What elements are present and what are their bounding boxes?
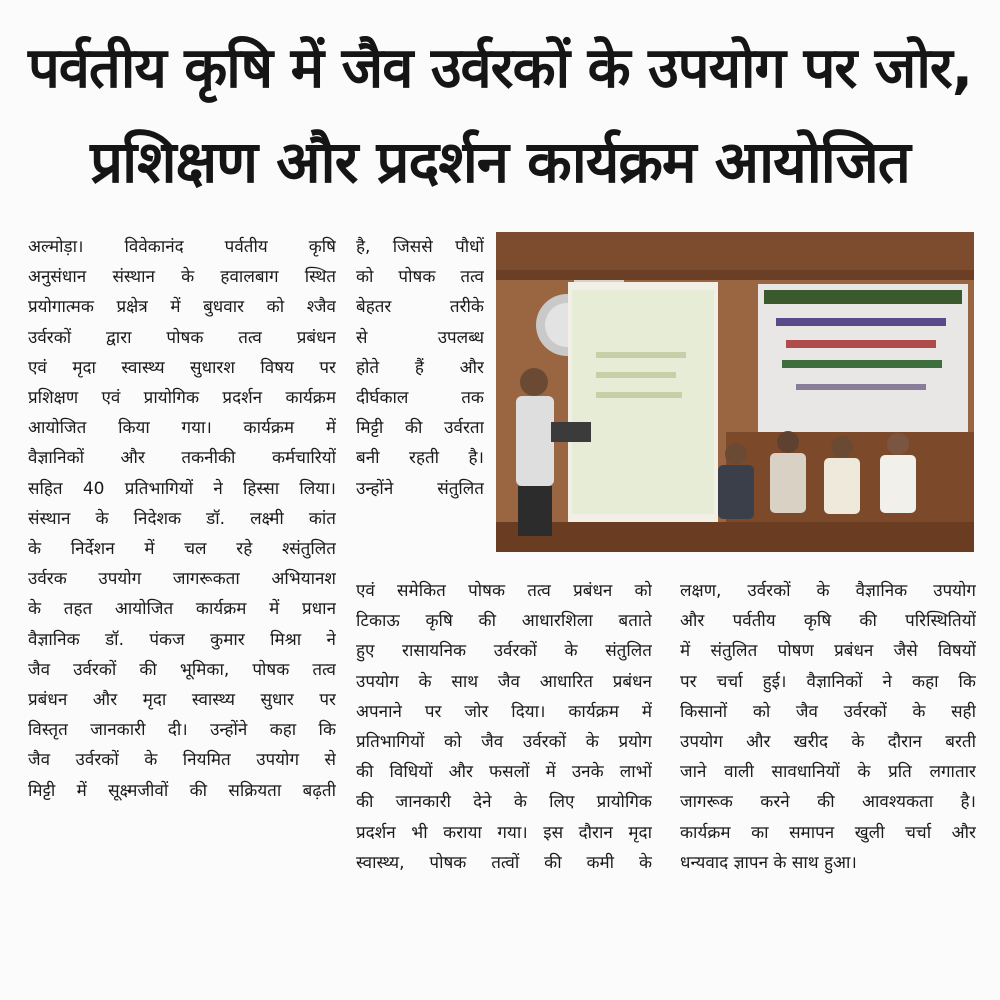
article-line: उपयोग के साथ जैव आधारित प्रबंधन bbox=[356, 671, 652, 692]
article-line: अल्मोड़ा। विवेकानंद पर्वतीय कृषि bbox=[28, 237, 336, 257]
article-line: लक्षण, उर्वरकों के वैज्ञानिक उपयोग bbox=[680, 581, 976, 601]
article-line: किसानों को जैव उर्वरकों के सही bbox=[680, 701, 976, 722]
article-line: जागरूक करने की आवश्यकता है। bbox=[680, 792, 976, 813]
article-line: हुए रासायनिक उर्वरकों के संतुलित bbox=[356, 641, 652, 662]
article-line: एवं समेकित पोषक तत्व प्रबंधन को bbox=[356, 581, 652, 601]
article-line: को पोषक तत्व bbox=[356, 267, 484, 288]
article-line: और पर्वतीय कृषि की परिस्थितियों bbox=[680, 611, 976, 632]
article-line: के तहत आयोजित कार्यक्रम में प्रधान bbox=[28, 599, 336, 620]
article-line: प्रबंधन और मृदा स्वास्थ्य सुधार पर bbox=[28, 690, 336, 710]
event-photo-illustration bbox=[496, 232, 974, 552]
article-line: वैज्ञानिकों और तकनीकी कर्मचारियों bbox=[28, 448, 336, 469]
article-line: प्रदर्शन भी कराया गया। इस दौरान मृदा bbox=[356, 822, 652, 843]
article-line: के निर्देशन में चल रहे श्संतुलित bbox=[28, 539, 336, 559]
article-line: की जानकारी देने के लिए प्रायोगिक bbox=[356, 792, 652, 813]
article-line: एवं मृदा स्वास्थ्य सुधारश विषय पर bbox=[28, 357, 336, 378]
article-line: जैव उर्वरकों की भूमिका, पोषक तत्व bbox=[28, 659, 336, 680]
article-line: में संतुलित पोषण प्रबंधन जैसे विषयों bbox=[680, 641, 976, 662]
article-line: पर चर्चा हुई। वैज्ञानिकों ने कहा कि bbox=[680, 671, 976, 692]
article-line: संस्थान के निदेशक डॉ. लक्ष्मी कांत bbox=[28, 508, 336, 529]
article-line: जैव उर्वरकों के नियमित उपयोग से bbox=[28, 750, 336, 771]
article-line: आयोजित किया गया। कार्यक्रम में bbox=[28, 418, 336, 439]
article-line: प्रशिक्षण एवं प्रायोगिक प्रदर्शन कार्यक्रम bbox=[28, 388, 336, 408]
article-line: प्रयोगात्मक प्रक्षेत्र में बुधवार को श्जैव bbox=[28, 297, 336, 318]
article-line: जाने वाली सावधानियों के प्रति लगातार bbox=[680, 762, 976, 783]
article-line: बेहतर तरीके bbox=[356, 297, 484, 318]
event-photo bbox=[496, 232, 974, 552]
article-line: उपयोग और खरीद के दौरान बरती bbox=[680, 732, 976, 752]
article-line: स्वास्थ्य, पोषक तत्वों की कमी के bbox=[356, 852, 652, 873]
article-line: प्रतिभागियों को जैव उर्वरकों के प्रयोग bbox=[356, 732, 652, 752]
article-line: होते हैं और bbox=[356, 357, 484, 378]
article-line: वैज्ञानिक डॉ. पंकज कुमार मिश्रा ने bbox=[28, 629, 336, 650]
article-line: की विधियों और फसलों में उनके लाभों bbox=[356, 762, 652, 783]
article-line: है, जिससे पौधों bbox=[356, 237, 484, 257]
headline-line-2: प्रशिक्षण और प्रदर्शन कार्यक्रम आयोजित bbox=[90, 128, 910, 196]
article-line: बनी रहती है। bbox=[356, 448, 484, 469]
article-line: से उपलब्ध bbox=[356, 327, 484, 348]
article-line: सहित 40 प्रतिभागियों ने हिस्सा लिया। bbox=[28, 478, 336, 499]
headline-line-1: पर्वतीय कृषि में जैव उर्वरकों के उपयोग पर जोर, bbox=[27, 36, 973, 101]
article-line: मिट्टी में सूक्ष्मजीवों की सक्रियता बढ़ती bbox=[28, 780, 336, 801]
article-line: उर्वरक उपयोग जागरूकता अभियानश bbox=[28, 569, 336, 590]
article-line: मिट्टी की उर्वरता bbox=[356, 418, 484, 439]
article-line: टिकाऊ कृषि की आधारशिला बताते bbox=[356, 611, 652, 632]
article-line: अनुसंधान संस्थान के हवालबाग स्थित bbox=[28, 267, 336, 288]
article-line: उन्होंने संतुलित bbox=[356, 478, 484, 499]
article-line: विस्तृत जानकारी दी। उन्होंने कहा कि bbox=[28, 720, 336, 741]
article-line: उर्वरकों द्वारा पोषक तत्व प्रबंधन bbox=[28, 327, 336, 348]
article-line: दीर्घकाल तक bbox=[356, 388, 484, 408]
article-line: धन्यवाद ज्ञापन के साथ हुआ। bbox=[680, 852, 857, 873]
article-line: अपनाने पर जोर दिया। कार्यक्रम में bbox=[356, 701, 652, 722]
article-line: कार्यक्रम का समापन खुली चर्चा और bbox=[680, 822, 976, 843]
